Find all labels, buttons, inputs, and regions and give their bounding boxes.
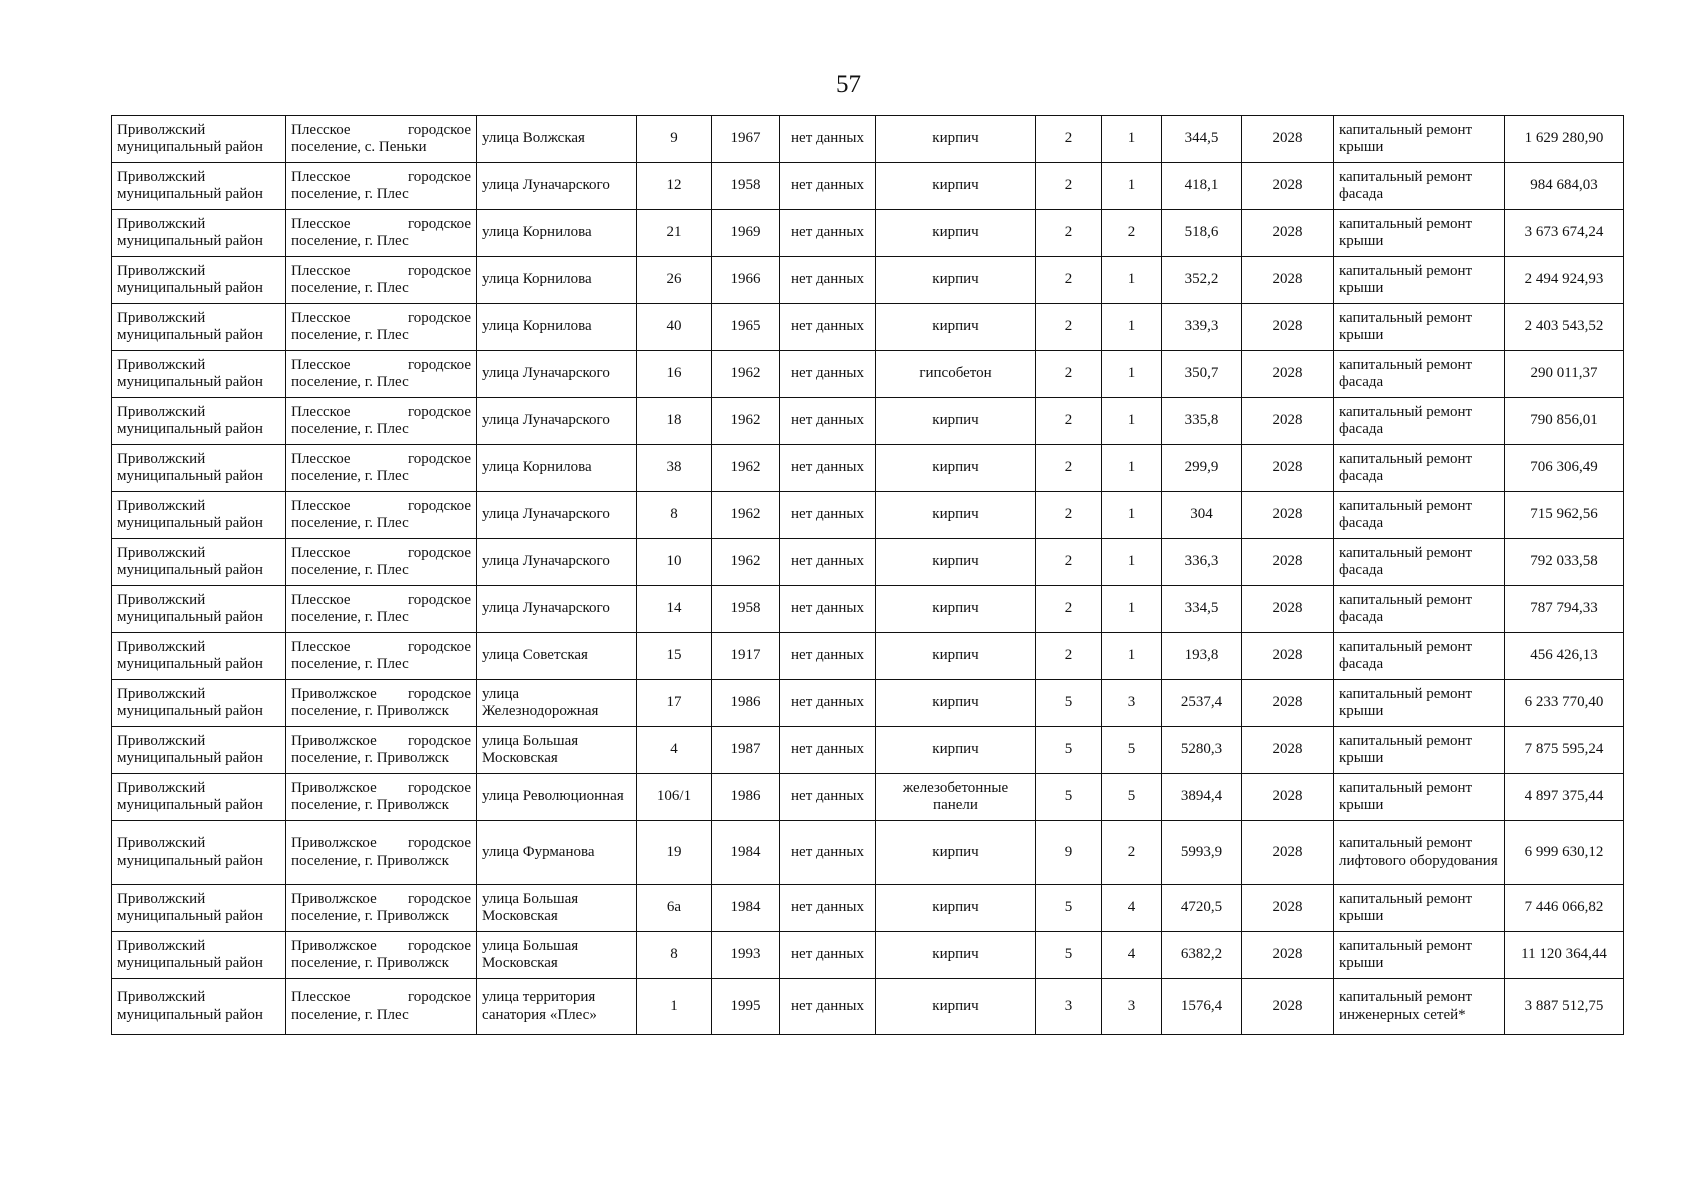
cost-cell: 4 897 375,44 — [1505, 774, 1624, 821]
planned-year-cell: 2028 — [1242, 586, 1334, 633]
district-cell: Приволжский муниципальный район — [112, 539, 286, 586]
street-cell: улица Корнилова — [477, 257, 637, 304]
wall-material-cell: кирпич — [876, 680, 1036, 727]
work-type-cell: капитальный ремонт крыши — [1334, 257, 1505, 304]
house-number-cell: 6а — [637, 885, 712, 932]
street-cell: улица Луначарского — [477, 492, 637, 539]
house-number-cell: 26 — [637, 257, 712, 304]
wall-material-cell: кирпич — [876, 727, 1036, 774]
wall-material-cell: кирпич — [876, 116, 1036, 163]
wall-material-cell: гипсобетон — [876, 351, 1036, 398]
planned-year-cell: 2028 — [1242, 885, 1334, 932]
build-year-cell: 1993 — [712, 932, 780, 979]
table-row — [112, 398, 1624, 445]
settlement-cell: Плесское городское поселение, г. Плес — [286, 351, 477, 398]
floors-cell: 2 — [1036, 633, 1102, 680]
settlement-cell: Плесское городское поселение, г. Плес — [286, 445, 477, 492]
wall-material-cell: кирпич — [876, 210, 1036, 257]
district-cell: Приволжский муниципальный район — [112, 163, 286, 210]
work-type-cell: капитальный ремонт крыши — [1334, 210, 1505, 257]
last-repair-year-cell: нет данных — [780, 210, 876, 257]
house-number-cell: 38 — [637, 445, 712, 492]
settlement-cell: Приволжское городское поселение, г. Приволжск — [286, 774, 477, 821]
floors-cell: 2 — [1036, 116, 1102, 163]
planned-year-cell: 2028 — [1242, 680, 1334, 727]
cost-cell: 2 494 924,93 — [1505, 257, 1624, 304]
street-cell: улица Большая Московская — [477, 932, 637, 979]
district-cell: Приволжский муниципальный район — [112, 351, 286, 398]
street-cell: улица Корнилова — [477, 445, 637, 492]
house-number-cell: 106/1 — [637, 774, 712, 821]
floors-cell: 5 — [1036, 932, 1102, 979]
table-row — [112, 932, 1624, 979]
table-row — [112, 351, 1624, 398]
cost-cell: 715 962,56 — [1505, 492, 1624, 539]
work-type-cell: капитальный ремонт крыши — [1334, 680, 1505, 727]
area-cell: 352,2 — [1162, 257, 1242, 304]
street-cell: улица Луначарского — [477, 586, 637, 633]
district-cell: Приволжский муниципальный район — [112, 633, 286, 680]
build-year-cell: 1969 — [712, 210, 780, 257]
settlement-cell: Плесское городское поселение, г. Плес — [286, 539, 477, 586]
floors-cell: 2 — [1036, 586, 1102, 633]
last-repair-year-cell: нет данных — [780, 932, 876, 979]
area-cell: 350,7 — [1162, 351, 1242, 398]
entrances-cell: 2 — [1102, 821, 1162, 885]
district-cell: Приволжский муниципальный район — [112, 116, 286, 163]
work-type-cell: капитальный ремонт фасада — [1334, 445, 1505, 492]
housing-repair-table — [111, 115, 1624, 1035]
cost-cell: 792 033,58 — [1505, 539, 1624, 586]
area-cell: 344,5 — [1162, 116, 1242, 163]
area-cell: 6382,2 — [1162, 932, 1242, 979]
entrances-cell: 5 — [1102, 727, 1162, 774]
work-type-cell: капитальный ремонт крыши — [1334, 774, 1505, 821]
wall-material-cell: кирпич — [876, 885, 1036, 932]
planned-year-cell: 2028 — [1242, 633, 1334, 680]
floors-cell: 2 — [1036, 539, 1102, 586]
area-cell: 335,8 — [1162, 398, 1242, 445]
entrances-cell: 1 — [1102, 351, 1162, 398]
house-number-cell: 19 — [637, 821, 712, 885]
cost-cell: 3 673 674,24 — [1505, 210, 1624, 257]
district-cell: Приволжский муниципальный район — [112, 304, 286, 351]
table-row — [112, 116, 1624, 163]
build-year-cell: 1917 — [712, 633, 780, 680]
house-number-cell: 15 — [637, 633, 712, 680]
district-cell: Приволжский муниципальный район — [112, 885, 286, 932]
entrances-cell: 2 — [1102, 210, 1162, 257]
entrances-cell: 1 — [1102, 116, 1162, 163]
floors-cell: 2 — [1036, 492, 1102, 539]
last-repair-year-cell: нет данных — [780, 163, 876, 210]
work-type-cell: капитальный ремонт фасада — [1334, 492, 1505, 539]
build-year-cell: 1962 — [712, 398, 780, 445]
area-cell: 5993,9 — [1162, 821, 1242, 885]
table-row — [112, 885, 1624, 932]
street-cell: улица Большая Московская — [477, 727, 637, 774]
wall-material-cell: кирпич — [876, 304, 1036, 351]
house-number-cell: 18 — [637, 398, 712, 445]
area-cell: 193,8 — [1162, 633, 1242, 680]
house-number-cell: 40 — [637, 304, 712, 351]
entrances-cell: 5 — [1102, 774, 1162, 821]
entrances-cell: 3 — [1102, 979, 1162, 1035]
work-type-cell: капитальный ремонт инженерных сетей* — [1334, 979, 1505, 1035]
last-repair-year-cell: нет данных — [780, 539, 876, 586]
work-type-cell: капитальный ремонт фасада — [1334, 351, 1505, 398]
planned-year-cell: 2028 — [1242, 116, 1334, 163]
table-row — [112, 492, 1624, 539]
work-type-cell: капитальный ремонт фасада — [1334, 398, 1505, 445]
settlement-cell: Приволжское городское поселение, г. Приволжск — [286, 727, 477, 774]
settlement-cell: Плесское городское поселение, с. Пеньки — [286, 116, 477, 163]
settlement-cell: Плесское городское поселение, г. Плес — [286, 210, 477, 257]
entrances-cell: 1 — [1102, 257, 1162, 304]
build-year-cell: 1958 — [712, 163, 780, 210]
last-repair-year-cell: нет данных — [780, 257, 876, 304]
area-cell: 3894,4 — [1162, 774, 1242, 821]
cost-cell: 6 999 630,12 — [1505, 821, 1624, 885]
last-repair-year-cell: нет данных — [780, 680, 876, 727]
build-year-cell: 1962 — [712, 539, 780, 586]
entrances-cell: 3 — [1102, 680, 1162, 727]
street-cell: улица Революционная — [477, 774, 637, 821]
house-number-cell: 10 — [637, 539, 712, 586]
wall-material-cell: кирпич — [876, 586, 1036, 633]
house-number-cell: 4 — [637, 727, 712, 774]
house-number-cell: 14 — [637, 586, 712, 633]
settlement-cell: Плесское городское поселение, г. Плес — [286, 492, 477, 539]
table-row — [112, 445, 1624, 492]
build-year-cell: 1966 — [712, 257, 780, 304]
settlement-cell: Плесское городское поселение, г. Плес — [286, 398, 477, 445]
district-cell: Приволжский муниципальный район — [112, 586, 286, 633]
wall-material-cell: кирпич — [876, 398, 1036, 445]
floors-cell: 2 — [1036, 210, 1102, 257]
district-cell: Приволжский муниципальный район — [112, 680, 286, 727]
cost-cell: 2 403 543,52 — [1505, 304, 1624, 351]
build-year-cell: 1965 — [712, 304, 780, 351]
table-row — [112, 821, 1624, 885]
planned-year-cell: 2028 — [1242, 821, 1334, 885]
table-row — [112, 633, 1624, 680]
street-cell: улица Корнилова — [477, 210, 637, 257]
planned-year-cell: 2028 — [1242, 539, 1334, 586]
table-row — [112, 680, 1624, 727]
area-cell: 418,1 — [1162, 163, 1242, 210]
planned-year-cell: 2028 — [1242, 304, 1334, 351]
street-cell: улица территория санатория «Плес» — [477, 979, 637, 1035]
cost-cell: 790 856,01 — [1505, 398, 1624, 445]
area-cell: 299,9 — [1162, 445, 1242, 492]
house-number-cell: 8 — [637, 492, 712, 539]
floors-cell: 2 — [1036, 445, 1102, 492]
planned-year-cell: 2028 — [1242, 727, 1334, 774]
settlement-cell: Плесское городское поселение, г. Плес — [286, 633, 477, 680]
entrances-cell: 1 — [1102, 304, 1162, 351]
last-repair-year-cell: нет данных — [780, 304, 876, 351]
wall-material-cell: кирпич — [876, 445, 1036, 492]
area-cell: 336,3 — [1162, 539, 1242, 586]
floors-cell: 5 — [1036, 727, 1102, 774]
wall-material-cell: кирпич — [876, 539, 1036, 586]
table-row — [112, 979, 1624, 1035]
district-cell: Приволжский муниципальный район — [112, 257, 286, 304]
last-repair-year-cell: нет данных — [780, 774, 876, 821]
build-year-cell: 1984 — [712, 885, 780, 932]
area-cell: 339,3 — [1162, 304, 1242, 351]
last-repair-year-cell: нет данных — [780, 398, 876, 445]
street-cell: улица Железнодорожная — [477, 680, 637, 727]
settlement-cell: Приволжское городское поселение, г. Приволжск — [286, 821, 477, 885]
build-year-cell: 1984 — [712, 821, 780, 885]
floors-cell: 2 — [1036, 398, 1102, 445]
house-number-cell: 12 — [637, 163, 712, 210]
build-year-cell: 1995 — [712, 979, 780, 1035]
street-cell: улица Луначарского — [477, 539, 637, 586]
cost-cell: 11 120 364,44 — [1505, 932, 1624, 979]
settlement-cell: Приволжское городское поселение, г. Приволжск — [286, 680, 477, 727]
entrances-cell: 1 — [1102, 398, 1162, 445]
area-cell: 334,5 — [1162, 586, 1242, 633]
settlement-cell: Плесское городское поселение, г. Плес — [286, 586, 477, 633]
wall-material-cell: кирпич — [876, 492, 1036, 539]
floors-cell: 2 — [1036, 163, 1102, 210]
floors-cell: 2 — [1036, 304, 1102, 351]
table-row — [112, 210, 1624, 257]
build-year-cell: 1986 — [712, 680, 780, 727]
cost-cell: 984 684,03 — [1505, 163, 1624, 210]
street-cell: улица Фурманова — [477, 821, 637, 885]
entrances-cell: 1 — [1102, 586, 1162, 633]
district-cell: Приволжский муниципальный район — [112, 210, 286, 257]
cost-cell: 456 426,13 — [1505, 633, 1624, 680]
planned-year-cell: 2028 — [1242, 398, 1334, 445]
cost-cell: 7 446 066,82 — [1505, 885, 1624, 932]
wall-material-cell: кирпич — [876, 821, 1036, 885]
build-year-cell: 1962 — [712, 492, 780, 539]
work-type-cell: капитальный ремонт крыши — [1334, 727, 1505, 774]
last-repair-year-cell: нет данных — [780, 727, 876, 774]
street-cell: улица Советская — [477, 633, 637, 680]
district-cell: Приволжский муниципальный район — [112, 821, 286, 885]
build-year-cell: 1986 — [712, 774, 780, 821]
planned-year-cell: 2028 — [1242, 932, 1334, 979]
house-number-cell: 16 — [637, 351, 712, 398]
work-type-cell: капитальный ремонт фасада — [1334, 586, 1505, 633]
entrances-cell: 4 — [1102, 932, 1162, 979]
floors-cell: 2 — [1036, 257, 1102, 304]
page-number: 57 — [836, 71, 861, 98]
build-year-cell: 1962 — [712, 351, 780, 398]
last-repair-year-cell: нет данных — [780, 351, 876, 398]
area-cell: 4720,5 — [1162, 885, 1242, 932]
planned-year-cell: 2028 — [1242, 774, 1334, 821]
floors-cell: 5 — [1036, 885, 1102, 932]
planned-year-cell: 2028 — [1242, 163, 1334, 210]
settlement-cell: Плесское городское поселение, г. Плес — [286, 163, 477, 210]
floors-cell: 9 — [1036, 821, 1102, 885]
last-repair-year-cell: нет данных — [780, 586, 876, 633]
district-cell: Приволжский муниципальный район — [112, 774, 286, 821]
area-cell: 518,6 — [1162, 210, 1242, 257]
build-year-cell: 1967 — [712, 116, 780, 163]
last-repair-year-cell: нет данных — [780, 885, 876, 932]
cost-cell: 290 011,37 — [1505, 351, 1624, 398]
settlement-cell: Приволжское городское поселение, г. Приволжск — [286, 885, 477, 932]
floors-cell: 3 — [1036, 979, 1102, 1035]
area-cell: 1576,4 — [1162, 979, 1242, 1035]
district-cell: Приволжский муниципальный район — [112, 445, 286, 492]
planned-year-cell: 2028 — [1242, 257, 1334, 304]
district-cell: Приволжский муниципальный район — [112, 932, 286, 979]
floors-cell: 2 — [1036, 351, 1102, 398]
area-cell: 2537,4 — [1162, 680, 1242, 727]
house-number-cell: 1 — [637, 979, 712, 1035]
last-repair-year-cell: нет данных — [780, 445, 876, 492]
floors-cell: 5 — [1036, 680, 1102, 727]
house-number-cell: 21 — [637, 210, 712, 257]
area-cell: 304 — [1162, 492, 1242, 539]
work-type-cell: капитальный ремонт крыши — [1334, 932, 1505, 979]
planned-year-cell: 2028 — [1242, 210, 1334, 257]
work-type-cell: капитальный ремонт фасада — [1334, 539, 1505, 586]
work-type-cell: капитальный ремонт крыши — [1334, 885, 1505, 932]
table-row — [112, 304, 1624, 351]
last-repair-year-cell: нет данных — [780, 979, 876, 1035]
last-repair-year-cell: нет данных — [780, 821, 876, 885]
cost-cell: 706 306,49 — [1505, 445, 1624, 492]
planned-year-cell: 2028 — [1242, 351, 1334, 398]
entrances-cell: 1 — [1102, 163, 1162, 210]
street-cell: улица Большая Московская — [477, 885, 637, 932]
settlement-cell: Приволжское городское поселение, г. Приволжск — [286, 932, 477, 979]
last-repair-year-cell: нет данных — [780, 492, 876, 539]
settlement-cell: Плесское городское поселение, г. Плес — [286, 979, 477, 1035]
house-number-cell: 17 — [637, 680, 712, 727]
work-type-cell: капитальный ремонт лифтового оборудования — [1334, 821, 1505, 885]
wall-material-cell: кирпич — [876, 633, 1036, 680]
last-repair-year-cell: нет данных — [780, 116, 876, 163]
table-row — [112, 163, 1624, 210]
district-cell: Приволжский муниципальный район — [112, 727, 286, 774]
work-type-cell: капитальный ремонт крыши — [1334, 116, 1505, 163]
table-row — [112, 774, 1624, 821]
street-cell: улица Луначарского — [477, 351, 637, 398]
cost-cell: 1 629 280,90 — [1505, 116, 1624, 163]
house-number-cell: 8 — [637, 932, 712, 979]
table-row — [112, 257, 1624, 304]
cost-cell: 7 875 595,24 — [1505, 727, 1624, 774]
street-cell: улица Луначарского — [477, 163, 637, 210]
planned-year-cell: 2028 — [1242, 979, 1334, 1035]
street-cell: улица Волжская — [477, 116, 637, 163]
area-cell: 5280,3 — [1162, 727, 1242, 774]
last-repair-year-cell: нет данных — [780, 633, 876, 680]
table-row — [112, 586, 1624, 633]
entrances-cell: 1 — [1102, 633, 1162, 680]
district-cell: Приволжский муниципальный район — [112, 492, 286, 539]
planned-year-cell: 2028 — [1242, 445, 1334, 492]
cost-cell: 3 887 512,75 — [1505, 979, 1624, 1035]
district-cell: Приволжский муниципальный район — [112, 398, 286, 445]
house-number-cell: 9 — [637, 116, 712, 163]
build-year-cell: 1958 — [712, 586, 780, 633]
entrances-cell: 4 — [1102, 885, 1162, 932]
wall-material-cell: кирпич — [876, 932, 1036, 979]
settlement-cell: Плесское городское поселение, г. Плес — [286, 304, 477, 351]
build-year-cell: 1962 — [712, 445, 780, 492]
street-cell: улица Луначарского — [477, 398, 637, 445]
work-type-cell: капитальный ремонт фасада — [1334, 163, 1505, 210]
entrances-cell: 1 — [1102, 492, 1162, 539]
entrances-cell: 1 — [1102, 539, 1162, 586]
work-type-cell: капитальный ремонт крыши — [1334, 304, 1505, 351]
cost-cell: 787 794,33 — [1505, 586, 1624, 633]
planned-year-cell: 2028 — [1242, 492, 1334, 539]
district-cell: Приволжский муниципальный район — [112, 979, 286, 1035]
floors-cell: 5 — [1036, 774, 1102, 821]
wall-material-cell: кирпич — [876, 163, 1036, 210]
table-row — [112, 727, 1624, 774]
work-type-cell: капитальный ремонт фасада — [1334, 633, 1505, 680]
entrances-cell: 1 — [1102, 445, 1162, 492]
build-year-cell: 1987 — [712, 727, 780, 774]
wall-material-cell: кирпич — [876, 979, 1036, 1035]
settlement-cell: Плесское городское поселение, г. Плес — [286, 257, 477, 304]
street-cell: улица Корнилова — [477, 304, 637, 351]
table-row — [112, 539, 1624, 586]
wall-material-cell: железобетонные панели — [876, 774, 1036, 821]
cost-cell: 6 233 770,40 — [1505, 680, 1624, 727]
wall-material-cell: кирпич — [876, 257, 1036, 304]
